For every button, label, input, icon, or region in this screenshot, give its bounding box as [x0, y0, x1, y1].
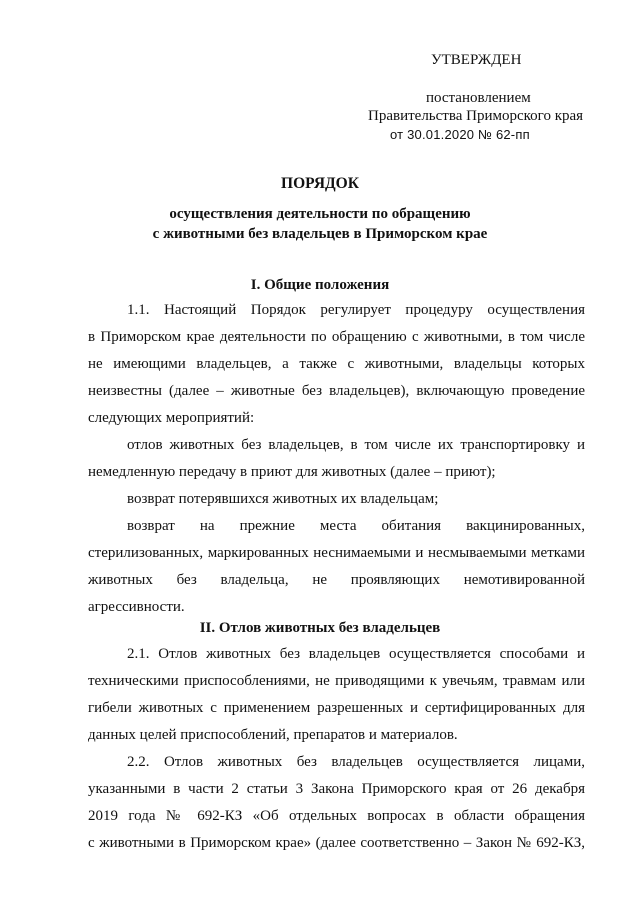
paragraph-line: животных без владельца, не проявляющих немотивированной	[88, 572, 585, 588]
paragraph-line: данных целей приспособлений, препаратов и материалов.	[88, 727, 458, 743]
paragraph-line: 1.1. Настоящий Порядок регулирует процедуру осуществления	[127, 302, 585, 318]
paragraph-line: возврат на прежние места обитания вакцинированных,	[127, 518, 585, 534]
approval-stamp: УТВЕРЖДЕН	[431, 52, 522, 68]
paragraph-line: неизвестны (далее – животные без владельцев), включающую проведение	[88, 383, 585, 399]
paragraph-line: стерилизованных, маркированных неснимаемыми и несмываемыми метками	[88, 545, 585, 561]
paragraph-line: 2.2. Отлов животных без владельцев осуществляется лицами,	[127, 754, 585, 770]
paragraph-line: в Приморском крае деятельности по обращению с животными, в том числе	[88, 329, 585, 345]
paragraph-line: агрессивности.	[88, 599, 185, 615]
section-1-heading: I. Общие положения	[250, 277, 390, 293]
approval-by: постановлением	[426, 90, 531, 106]
section-2-heading: II. Отлов животных без владельцев	[199, 620, 441, 636]
approval-government: Правительства Приморского края	[368, 108, 584, 124]
document-title: ПОРЯДОК	[281, 175, 359, 192]
paragraph-line: возврат потерявшихся животных их владельцам;	[127, 491, 439, 507]
approval-date-number: от 30.01.2020 № 62-пп	[390, 127, 530, 142]
paragraph-line: гибели животных с применением разрешенных и сертифицированных для	[88, 700, 585, 716]
paragraph-line: отлов животных без владельцев, в том числе их транспортировку и	[127, 437, 585, 453]
paragraph-line: 2019 года № 692-КЗ «Об отдельных вопросах в области обращения	[88, 808, 585, 824]
paragraph-line: следующих мероприятий:	[88, 410, 255, 426]
paragraph-line: немедленную передачу в приют для животных (далее – приют);	[88, 464, 496, 480]
document-subtitle-line-1: осуществления деятельности по обращению	[169, 206, 471, 222]
document-subtitle-line-2: с животными без владельцев в Приморском крае	[152, 226, 488, 242]
paragraph-line: 2.1. Отлов животных без владельцев осуществляется способами и	[127, 646, 585, 662]
paragraph-line: с животными в Приморском крае» (далее соответственно – Закон № 692-КЗ,	[88, 835, 585, 851]
paragraph-line: не имеющими владельцев, а также с животными, владельцы которых	[88, 356, 585, 372]
paragraph-line: техническими приспособлениями, не приводящими к увечьям, травмам или	[88, 673, 585, 689]
paragraph-line: указанными в части 2 статьи 3 Закона Приморского края от 26 декабря	[88, 781, 585, 797]
